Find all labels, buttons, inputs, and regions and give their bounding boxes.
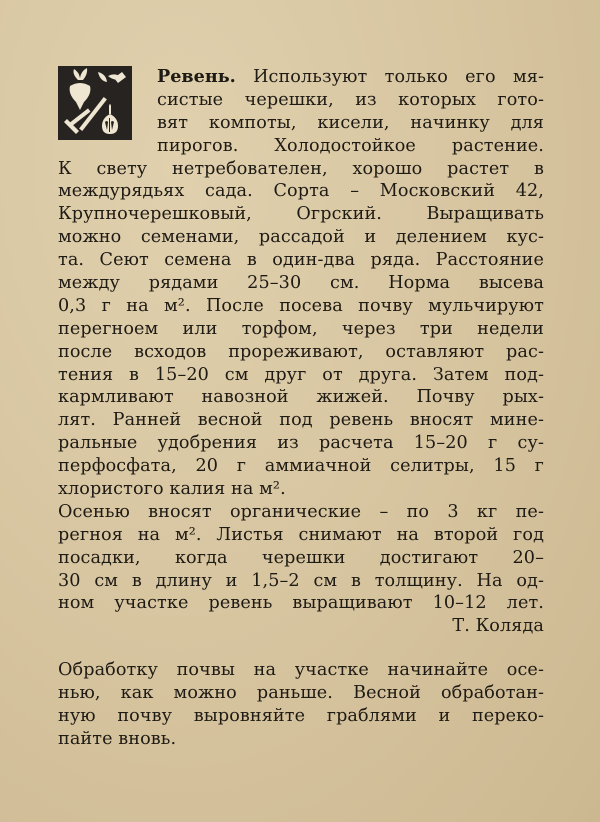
article-line: можно семенами, рассадой и делением кус- — [58, 227, 544, 248]
article-line: перегноем или торфом, через три недели — [58, 318, 544, 339]
article-line: лят. Ранней весной под ревень вносят мине- — [58, 410, 544, 431]
paragraph-gap — [58, 638, 544, 659]
article-line: междурядьях сада. Сорта – Московский 42, — [58, 181, 544, 202]
tip-line: нью, как можно раньше. Весной обработан- — [58, 683, 544, 704]
article-line: та. Сеют семена в один-два ряда. Расстояние — [58, 250, 544, 271]
tip-line: ную почву выровняйте граблями и переко- — [58, 706, 544, 727]
article-line: Осенью вносят органические – по 3 кг пе- — [58, 501, 544, 522]
article-line: регноя на м². Листья снимают на второй год — [58, 524, 544, 545]
article-line: хлористого калия на м². — [58, 479, 286, 500]
garden-tools-vegetables-icon — [58, 66, 132, 140]
article — [58, 66, 544, 751]
article-line: 30 см в длину и 1,5–2 см в толщину. На од- — [58, 570, 544, 591]
article-line: 0,3 г на м². После посева почву мульчируют — [58, 295, 544, 316]
article-line: вят компоты, кисели, начинку для — [157, 112, 544, 133]
article-line: кармливают навозной жижей. Почву рых- — [58, 387, 544, 408]
article-line: ральные удобрения из расчета 15–20 г су- — [58, 433, 544, 454]
article-title: Ревень. — [157, 66, 236, 87]
tip-line: Обработку почвы на участке начинайте осе- — [58, 660, 544, 681]
article-line: после всходов прореживают, оставляют рас- — [58, 341, 544, 362]
article-first-line: Используют только его мя- — [235, 67, 544, 87]
article-line: перфосфата, 20 г аммиачной селитры, 15 г — [58, 456, 544, 477]
article-line: посадки, когда черешки достигают 20– — [58, 547, 544, 568]
article-line: тения в 15–20 см друг от друга. Затем под- — [58, 364, 544, 385]
article-line — [157, 66, 544, 89]
tip-line: пайте вновь. — [58, 728, 177, 749]
article-line: систые черешки, из которых гото- — [157, 89, 544, 110]
article-line: между рядами 25–30 см. Норма высева — [58, 273, 544, 294]
article-line: К свету нетребователен, хорошо растет в — [58, 158, 544, 179]
article-author: Т. Коляда — [452, 616, 544, 637]
article-line: Крупночерешковый, Огрский. Выращивать — [58, 204, 544, 225]
article-line: пирогов. Холодостойкое растение. — [157, 135, 544, 156]
article-line: ном участке ревень выращивают 10–12 лет. — [58, 593, 544, 614]
